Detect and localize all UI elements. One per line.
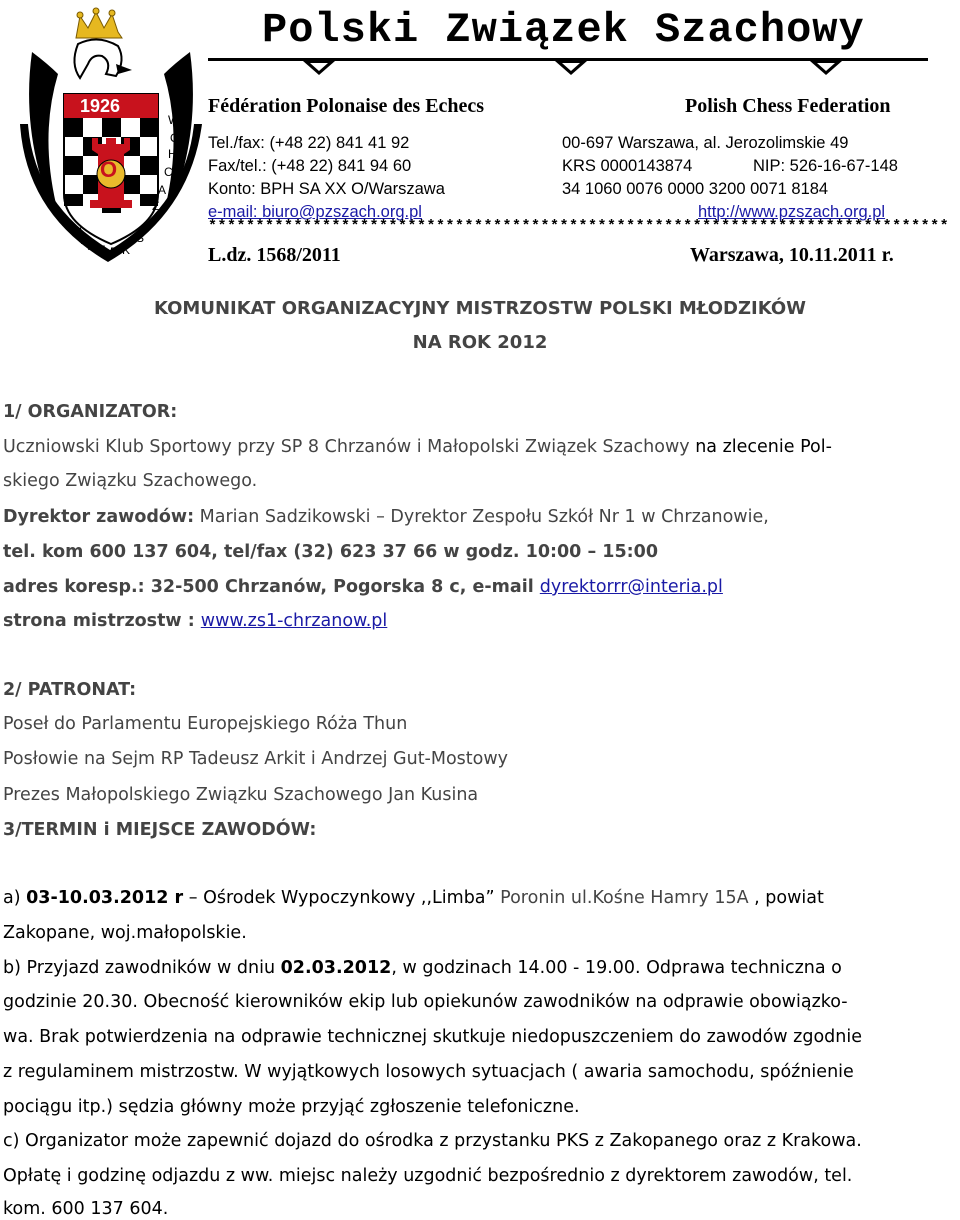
term-a-line-1 (3, 887, 957, 909)
contact-left (208, 132, 445, 224)
reference-number: L.dz. 1568/2011 (208, 244, 341, 266)
patron-line-2: Posłowie na Sejm RP Tadeusz Arkit i Andrzej Gut-Mostowy (3, 749, 509, 769)
svg-text:H: H (168, 147, 177, 161)
website-link[interactable]: http://www.pzszach.org.pl (698, 203, 886, 221)
term-b-line-5: pociągu itp.) sędzia główny może przyjąć zgłoszenie telefoniczne. (3, 1097, 580, 1117)
account-number: 34 1060 0076 0000 3200 0071 8184 (562, 180, 829, 198)
email-link[interactable]: biuro@pzszach.org.pl (262, 203, 422, 221)
term-b-line-1 (3, 957, 957, 979)
svg-text:S: S (38, 161, 47, 175)
svg-text:I: I (46, 189, 50, 203)
director-phone: tel. kom 600 137 604, tel/fax (32) 623 37 66 w godz. 10:00 – 15:00 (3, 542, 658, 562)
phone-line: Tel./fax: (+48 22) 841 41 92 (208, 134, 410, 152)
svg-text:Ą: Ą (88, 239, 97, 253)
term-b-hours: , w godzinach 14.00 - 19.00. Odprawa techniczna o (391, 958, 842, 978)
nip-number: NIP: 526-16-67-148 (753, 157, 898, 175)
svg-text:C: C (164, 165, 173, 179)
term-a-address: Poronin ul.Kośne Hamry 15A (500, 888, 749, 908)
svg-text:P: P (32, 119, 41, 133)
term-b-line-2: godzinie 20.30. Obecność kierowników ekip lub opiekunów zawodników na odprawie obowiązko- (3, 992, 848, 1012)
director-email-link[interactable]: dyrektorrr@interia.pl (539, 577, 723, 597)
email-label: e-mail: (208, 203, 263, 221)
term-c-line-3: kom. 600 137 604. (3, 1199, 169, 1219)
svg-text:Z: Z (62, 215, 70, 229)
org-name-french: Fédération Polonaise des Echecs (208, 95, 485, 117)
director-line (3, 506, 957, 528)
bank-line: Konto: BPH SA XX O/Warszawa (208, 180, 445, 198)
patron-line-3: Prezes Małopolskiego Związku Szachowego Jan Kusina (3, 785, 479, 805)
letter-date: Warszawa, 10.11.2011 r. (690, 244, 894, 266)
svg-text:W: W (168, 113, 180, 127)
header-ornament-right (810, 61, 842, 75)
address-text: adres koresp.: 32-500 Chrzanów, Pogorska 8 c, e-mail (3, 577, 540, 597)
document-subtitle: NA ROK 2012 (412, 332, 548, 353)
logo-letter: O (100, 157, 118, 182)
svg-text:Z: Z (98, 243, 106, 257)
section-2-heading: 2/ PATRONAT: (3, 680, 137, 700)
svg-text:O: O (170, 131, 180, 145)
director-label: Dyrektor zawodów: (3, 507, 195, 527)
term-a-place: – Ośrodek Wypoczynkowy ,,Limba” (183, 888, 501, 908)
svg-text:S: S (136, 231, 145, 245)
term-b-date: 02.03.2012 (280, 958, 392, 978)
svg-text:L: L (36, 147, 43, 161)
section-3-heading: 3/TERMIN i MIEJSCE ZAWODÓW: (3, 820, 317, 840)
svg-text:Z: Z (152, 199, 160, 213)
svg-text:O: O (34, 133, 44, 147)
term-a-dates: 03-10.03.2012 r (26, 888, 184, 908)
organizer-names: Uczniowski Klub Sportowy przy SP 8 Chrzanów i Małopolski Związek Szachowy (3, 437, 690, 457)
svg-text:K: K (122, 243, 131, 257)
site-label: strona mistrzostw : (3, 611, 201, 631)
director-value: Marian Sadzikowski – Dyrektor Zespołu Szkół Nr 1 w Chrzanowie, (194, 507, 769, 527)
org-name-english: Polish Chess Federation (685, 95, 891, 117)
organizer-line-2: skiego Związku Szachowego. (3, 471, 258, 491)
svg-text:K: K (42, 175, 51, 189)
krs-number: KRS 0000143874 (562, 157, 693, 175)
term-b-line-4: z regulaminem mistrzostw. W wyjątkowych losowych sytuacjach ( awaria samochodu, spóźnienie (3, 1062, 854, 1082)
correspondence-address (3, 576, 957, 598)
term-b-prefix: b) Przyjazd zawodników w dniu (3, 958, 281, 978)
fax-line: Fax/tel.: (+48 22) 841 94 60 (208, 157, 412, 175)
patron-line-1: Poseł do Parlamentu Europejskiego Róża Thun (3, 714, 408, 734)
separator-stars: ****************************************************************************** (208, 218, 950, 235)
term-c-line-2: Opłatę i godzinę odjazdu z ww. miejsc należy uzgodnić bezpośrednio z dyrektorem zawodów, tel. (3, 1166, 853, 1186)
championship-site (3, 610, 957, 632)
site-link[interactable]: www.zs1-chrzanow.pl (200, 611, 388, 631)
contact-right (562, 132, 898, 224)
term-a-district: , powiat (748, 888, 824, 908)
svg-text:I: I (80, 233, 84, 247)
pzszach-logo (18, 4, 204, 268)
organizer-commission: na zlecenie Pol- (689, 437, 832, 457)
header-ornament-left (303, 61, 335, 75)
organizer-line-1 (3, 436, 957, 458)
registry-line (562, 155, 898, 178)
svg-text:E: E (110, 245, 119, 259)
section-1-heading: 1/ ORGANIZATOR: (3, 402, 178, 422)
term-a-line-2: Zakopane, woj.małopolskie. (3, 923, 247, 943)
term-c-line-1: c) Organizator może zapewnić dojazd do ośrodka z przystanku PKS z Zakopanego oraz z Krakowa. (3, 1131, 862, 1151)
term-a-prefix: a) (3, 888, 27, 908)
svg-text:W: W (70, 225, 82, 239)
svg-text:A: A (158, 183, 167, 197)
header-ornament-center (555, 61, 587, 75)
logo-year: 1926 (80, 96, 121, 116)
document-title: KOMUNIKAT ORGANIZACYJNY MISTRZOSTW POLSKI MŁODZIKÓW (153, 298, 807, 319)
address-line: 00-697 Warszawa, al. Jerozolimskie 49 (562, 134, 849, 152)
org-name: Polski Związek Szachowy (262, 6, 865, 54)
term-b-line-3: wa. Brak potwierdzenia na odprawie technicznej skutkuje niedopuszczeniem do zawodów zgodnie (3, 1027, 863, 1047)
